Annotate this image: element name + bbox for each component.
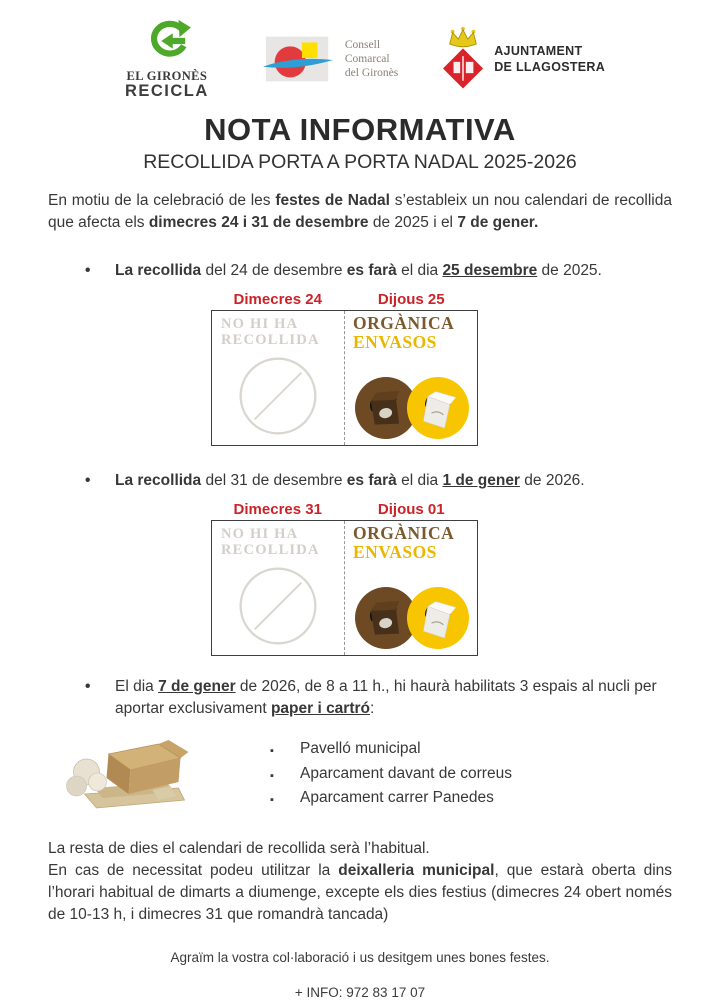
text-segment-bold: dimecres 24 i 31 de desembre (148, 214, 369, 231)
page-title: NOTA INFORMATIVA (204, 112, 516, 147)
text-segment-bold: 7 de gener. (457, 214, 539, 231)
header-logos (0, 0, 720, 102)
list-item (270, 787, 512, 812)
text-segment: del 24 de desembre (201, 262, 347, 279)
cardboard-pile-icon (64, 730, 194, 812)
bullet-text (115, 260, 602, 282)
paper-locations-section (64, 730, 720, 812)
no-collection-line: RECOLLIDA (221, 542, 320, 558)
paper-locations-list (270, 738, 512, 812)
no-collection-line: NO HI HA (221, 316, 299, 332)
consell-line: del Gironès (344, 67, 399, 79)
bullet-marker (85, 676, 115, 720)
consell-comarcal-label (345, 38, 398, 80)
no-collection-label (212, 526, 344, 558)
logo-ajuntament-llagostera (442, 25, 605, 93)
list-item (270, 763, 512, 788)
paper-location-label: Aparcament davant de correus (300, 764, 512, 782)
day-labels-31-01 (211, 500, 478, 519)
fraction-organica-label: ORGÀNICA (353, 523, 455, 543)
text-segment: En cas de necessitat podeu utilitzar la (48, 862, 339, 879)
fraction-organica-label: ORGÀNICA (353, 313, 455, 333)
text-segment-bold: deixalleria municipal (338, 862, 495, 879)
no-collection-panel (212, 311, 344, 445)
ajuntament-label (494, 43, 605, 75)
text-segment: s’estableix un nou calendari de recollida que afecta els (48, 192, 672, 231)
day-label-dimecres-24: Dimecres 24 (233, 291, 322, 308)
square-bullet-marker (270, 787, 300, 812)
text-segment: En motiu de la celebració de les (48, 192, 276, 209)
text-segment-bold-underline: paper i cartró (270, 700, 370, 717)
bullet-recollida-24 (85, 260, 676, 282)
consell-comarcal-icon (263, 32, 335, 86)
schedule-box-31-01 (211, 520, 478, 656)
text-segment: : (370, 700, 375, 717)
recycle-g-icon (140, 17, 194, 63)
no-collection-prohibition-icon (236, 564, 320, 648)
text-segment: de 2025. (537, 262, 602, 279)
footer-info-phone: + INFO: 972 83 17 07 (294, 985, 426, 1000)
text-segment: el dia (396, 262, 443, 279)
no-collection-label (212, 316, 344, 348)
text-segment: el dia (396, 472, 443, 489)
text-segment-bold: festes de Nadal (275, 192, 390, 209)
footer-thanks: Agraïm la vostra col·laboració i us desitgem unes bones festes. (170, 950, 550, 965)
text-segment-bold: es farà (346, 262, 397, 279)
bullet-recollida-31 (85, 470, 676, 492)
logo-consell-comarcal (263, 32, 398, 86)
square-bullet-marker (270, 738, 300, 763)
fraction-envasos-label: ENVASOS (353, 542, 437, 562)
page-subtitle: RECOLLIDA PORTA A PORTA NADAL 2025-2026 (143, 151, 577, 173)
square-bullet-marker (270, 763, 300, 788)
consell-line: Comarcal (344, 53, 390, 65)
logo-el-girones-recicla (115, 17, 219, 101)
no-collection-panel (212, 521, 344, 655)
day-labels-24-25 (211, 290, 478, 309)
bullet-text (115, 470, 585, 492)
text-segment: de 2026. (519, 472, 585, 489)
llagostera-coat-of-arms-icon (442, 25, 484, 93)
bullet-marker (85, 260, 115, 282)
text-segment-bold-underline: 25 desembre (442, 262, 538, 279)
no-collection-prohibition-icon (236, 354, 320, 438)
organic-and-envasos-bins-icon (346, 370, 476, 442)
text-segment: del 31 de desembre (201, 472, 347, 489)
closing-deixalleria-paragraph (48, 860, 672, 926)
fraction-envasos-label: ENVASOS (353, 332, 437, 352)
text-segment-bold: La recollida (115, 472, 202, 489)
collection-panel (344, 311, 477, 445)
bullet-text (115, 676, 676, 720)
list-item (270, 738, 512, 763)
paper-location-label: Aparcament carrer Panedes (300, 789, 494, 806)
text-segment: de 2025 i el (368, 214, 458, 231)
text-segment: El dia (115, 678, 159, 695)
text-segment-bold: La recollida (115, 262, 202, 279)
day-label-dijous-25: Dijous 25 (377, 291, 445, 308)
ajuntament-line: DE LLAGOSTERA (494, 60, 606, 74)
consell-line: Consell (344, 39, 381, 51)
day-label-dimecres-31: Dimecres 31 (233, 501, 322, 518)
text-segment: de 2026, de 8 a 11 h., hi haurà habilitats 3 espais al nucli per aportar exclusivament (115, 678, 657, 717)
logo-girones-recicla: RECICLA (124, 82, 209, 100)
paper-location-label: Pavelló municipal (300, 740, 421, 757)
no-collection-line: NO HI HA (221, 526, 299, 542)
text-segment-bold-underline: 7 de gener (158, 678, 236, 695)
intro-paragraph (48, 190, 672, 234)
closing-habitual-line: La resta de dies el calendari de recollida serà l’habitual. (48, 840, 430, 857)
bullet-paper-cardboard (85, 676, 676, 720)
collection-panel (344, 521, 477, 655)
bullet-marker (85, 470, 115, 492)
day-label-dijous-01: Dijous 01 (377, 501, 445, 518)
schedule-box-24-25 (211, 310, 478, 446)
text-segment-bold-underline: 1 de gener (442, 472, 520, 489)
ajuntament-line: AJUNTAMENT (494, 44, 583, 58)
organic-and-envasos-bins-icon (346, 580, 476, 652)
logo-girones-name: EL GIRONÈS (126, 69, 208, 83)
text-segment-bold: es farà (346, 472, 397, 489)
text-segment: , que estarà oberta dins l’horari habitual de dimarts a diumenge, excepte els dies festius (dimecres 24 obert només de 10-13 h, i dimecres 31 que romandrà tancada) (48, 862, 673, 923)
no-collection-line: RECOLLIDA (221, 332, 320, 348)
